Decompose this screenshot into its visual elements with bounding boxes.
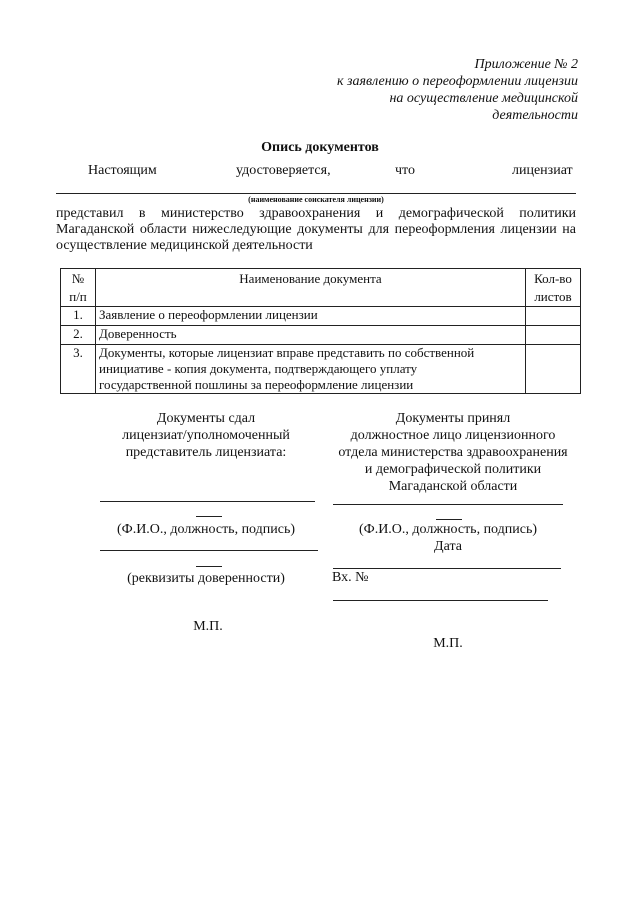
table-row — [61, 307, 581, 326]
receiver-line-5: Магаданской области — [388, 479, 518, 494]
receiver-block — [324, 410, 582, 495]
row-document-name: Доверенность — [96, 326, 526, 345]
table-row — [61, 345, 581, 394]
receiver-line-2: должностное лицо лицензионного — [350, 428, 556, 443]
appendix-line-2: к заявлению о переоформлении лицензии — [336, 74, 578, 89]
submitter-fio-caption: (Ф.И.О., должность, подпись) — [116, 522, 296, 537]
receiver-seal-mark: М.П. — [433, 636, 463, 651]
receiver-signature-line — [333, 504, 563, 505]
submitter-line-1: Документы сдал — [156, 411, 256, 426]
row-document-name — [96, 345, 526, 394]
applicant-name-caption: (наименование соискателя лицензии) — [248, 195, 384, 204]
submitter-signature-line — [100, 501, 315, 502]
incoming-number-line — [333, 600, 548, 601]
submitter-line-2: лицензиат/уполномоченный — [122, 428, 290, 443]
receiver-signature-dash — [436, 519, 462, 520]
power-of-attorney-line — [100, 550, 318, 551]
table-row — [61, 326, 581, 345]
documents-table — [60, 268, 581, 394]
row-page-count — [526, 326, 581, 345]
appendix-number: Приложение № 2 — [474, 57, 578, 72]
row-document-name: Заявление о переоформлении лицензии — [96, 307, 526, 326]
intro-word-2: удостоверяется, — [236, 163, 331, 178]
header-number-line-1: № — [71, 271, 85, 286]
submitter-block — [96, 410, 316, 461]
intro-word-1: Настоящим — [88, 163, 157, 178]
receiver-line-4: и демографической политики — [364, 462, 542, 477]
header-count-line-2: листов — [534, 289, 572, 304]
submitter-line-3: представитель лицензиата: — [125, 445, 287, 460]
incoming-number-label: Вх. № — [332, 570, 369, 585]
intro-paragraph-line-1: представил в министерство здравоохранения и демографической политики — [56, 206, 576, 221]
applicant-name-line — [56, 193, 576, 194]
receiver-date-label: Дата — [434, 539, 462, 554]
row-number: 3. — [61, 345, 96, 394]
document-title: Опись документов — [261, 140, 379, 155]
appendix-header — [337, 58, 578, 123]
appendix-line-3: на осуществление медицинской — [389, 91, 578, 106]
intro-paragraph-line-2: Магаданской области нижеследующие документы для переоформления лицензии на — [56, 222, 576, 237]
table-header-row — [61, 269, 581, 307]
intro-word-4: лицензиат — [512, 163, 573, 178]
row-page-count — [526, 345, 581, 394]
header-number-line-2: п/п — [69, 289, 87, 304]
submitter-seal-mark: М.П. — [193, 619, 223, 634]
row-number: 1. — [61, 307, 96, 326]
power-of-attorney-dash — [196, 566, 222, 567]
row-page-count — [526, 307, 581, 326]
header-name-label: Наименование документа — [239, 271, 382, 286]
receiver-line-1: Документы принял — [395, 411, 511, 426]
power-of-attorney-caption: (реквизиты доверенности) — [127, 571, 285, 586]
row-document-name-line-1: Документы, которые лицензиат вправе представить по собственной — [99, 345, 475, 360]
receiver-line-3: отдела министерства здравоохранения — [338, 445, 568, 460]
intro-paragraph-line-3: осуществление медицинской деятельности — [56, 238, 313, 253]
appendix-line-4: деятельности — [492, 108, 578, 123]
row-document-name-line-2: инициативе - копия документа, подтверждающего уплату — [99, 361, 418, 376]
header-count — [526, 269, 581, 307]
intro-paragraph — [56, 206, 576, 254]
intro-word-3: что — [395, 163, 415, 178]
receiver-date-line — [333, 568, 561, 569]
receiver-fio-caption: (Ф.И.О., должность, подпись) — [358, 522, 538, 537]
header-number — [61, 269, 96, 307]
header-name — [96, 269, 526, 307]
submitter-signature-dash — [196, 516, 222, 517]
row-number: 2. — [61, 326, 96, 345]
header-count-line-1: Кол-во — [534, 271, 572, 286]
row-document-name-line-3: государственной пошлины за переоформление лицензии — [99, 377, 414, 392]
